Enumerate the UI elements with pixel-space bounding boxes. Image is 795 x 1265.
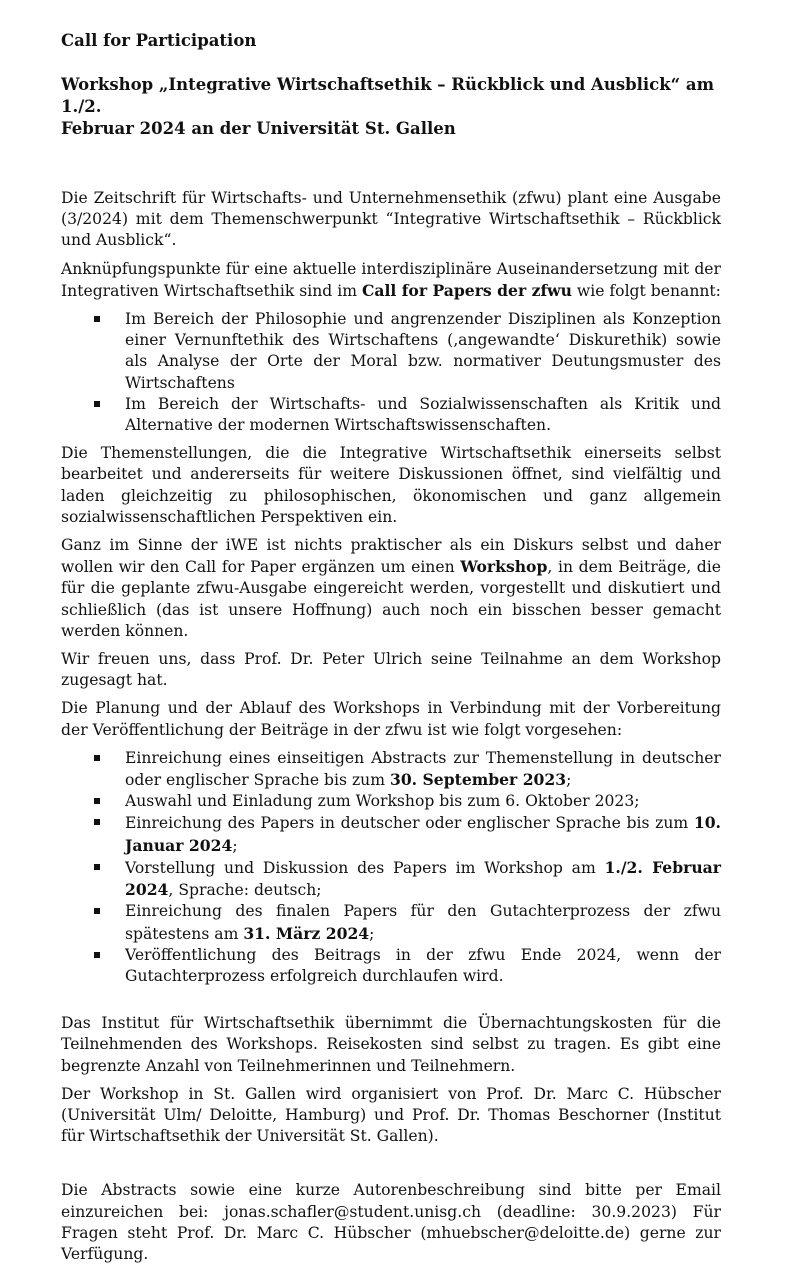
list-item-text: Im Bereich der Philosophie und angrenzender Disziplinen als Konzeption einer Vernunftethik des Wirtschaftens (‚angewandte‘ Diskurethik) sowie als Analyse der Orte der Moral bzw. normativer Deutungsmuster des Wirtschaftens [125, 310, 721, 392]
themenstellungen-paragraph: Die Themenstellungen, die die Integrative Wirtschaftsethik einerseits selbst bearbeitet und andererseits für weitere Diskussionen öffnet, sind vielfältig und laden gleichzeitig zu philosophischen, ökonomischen und ganz allgemein sozialwissenschaftlichen Perspektiven ein. [61, 444, 721, 526]
schedule-item-punct: ; [369, 924, 375, 943]
schedule-item-text: Vorstellung und Diskussion des Papers im Workshop am [125, 858, 605, 877]
square-bullet-icon [94, 316, 100, 322]
workshop-paragraph-text-1: Ganz im Sinne der iWE ist nichts praktischer als ein Diskurs selbst und daher wollen wir den Call for Paper ergänzen um einen [61, 536, 721, 577]
einreichung-paragraph: Die Abstracts sowie eine kurze Autorenbeschreibung sind bitte per Email einzureichen bei: jonas.schafler@student.unisg.ch (deadline: 30.9.2023) Für Fragen steht Prof. Dr. Marc C. Hübscher (mhuebscher@deloitte.de) gerne zur Verfügung. [61, 1181, 721, 1263]
square-bullet-icon [94, 952, 100, 958]
workshop-title-line-2: Februar 2024 an der Universität St. Gallen [61, 119, 456, 138]
schedule-item-text-after: , Sprache: deutsch; [168, 881, 322, 900]
kosten-paragraph: Das Institut für Wirtschaftsethik übernimmt die Übernachtungskosten für die Teilnehmenden des Workshops. Reisekosten sind selbst zu tragen. Es gibt eine begrenzte Anzahl von Teilnehmerinnen und Teilnehmern. [61, 1014, 721, 1075]
schedule-item-text: Veröffentlichung des Beitrags in der zfwu Ende 2024, wenn der Gutachterprozess erfolgreich durchlaufen wird. [125, 945, 721, 985]
schedule-item-workshop [61, 857, 721, 901]
schedule-item-punct: ; [566, 771, 572, 790]
organisatoren-paragraph: Der Workshop in St. Gallen wird organisiert von Prof. Dr. Marc C. Hübscher (Universität Ulm/ Deloitte, Hamburg) und Prof. Dr. Thomas Beschorner (Institut für Wirtschaftsethik der Universität St. Gallen). [61, 1084, 721, 1146]
workshop-emphasis: Workshop [460, 557, 548, 577]
workshop-title [61, 74, 721, 140]
list-item-text: Im Bereich der Wirtschafts- und Sozialwissenschaften als Kritik und Alternative der modernen Wirtschaftswissenschaften. [125, 394, 721, 435]
schedule-item-text: Einreichung eines einseitigen Abstracts zur Themenstellung in deutscher oder englischer Sprache bis zum [125, 748, 721, 790]
abstract-deadline: 30. September 2023 [389, 770, 567, 790]
anknuepfungspunkte-text-2: wie folgt benannt: [571, 281, 721, 300]
paper-deadline: 10. Januar 2024 [125, 813, 721, 855]
schedule-list [61, 748, 721, 987]
call-for-papers-reference: Call for Papers der zfwu [361, 280, 572, 300]
square-bullet-icon [94, 755, 100, 761]
square-bullet-icon [94, 401, 100, 407]
call-for-participation-label: Call for Participation [61, 31, 257, 50]
final-paper-deadline: 31. März 2024 [243, 923, 370, 943]
schedule-item-abstract [61, 748, 721, 791]
schedule-item-invitation [61, 791, 721, 812]
schedule-item-publication [61, 945, 721, 987]
workshop-paragraph [61, 535, 721, 642]
schedule-item-text: Einreichung des finalen Papers für den Gutachterprozess der zfwu spätestens am [125, 902, 721, 943]
ulrich-paragraph: Wir freuen uns, dass Prof. Dr. Peter Ulrich seine Teilnahme an dem Workshop zugesagt hat. [61, 650, 721, 690]
anknuepfungspunkte-text-1: Anknüpfungspunkte für eine aktuelle interdisziplinäre Auseinandersetzung mit der Integrativen Wirtschaftsethik sind im [61, 259, 721, 300]
schedule-item-paper [61, 812, 721, 856]
anknuepfungspunkte-paragraph [61, 259, 721, 302]
workshop-paragraph-text-2: , in dem Beiträge, die für die geplante zfwu-Ausgabe eingereicht werden, vorgestellt und diskutiert und schließlich (das ist unsere Hoffnung) auch noch ein bisschen besser gemacht werden können. [61, 558, 722, 640]
schedule-item-text: Einreichung des Papers in deutscher oder englischer Sprache bis zum [125, 814, 694, 833]
workshop-title-line-1: Workshop „Integrative Wirtschaftsethik – Rückblick und Ausblick“ am 1./2. [61, 75, 715, 116]
list-item [61, 394, 721, 436]
workshop-date: 1./2. Februar 2024 [125, 857, 721, 900]
square-bullet-icon [94, 908, 100, 914]
square-bullet-icon [94, 819, 100, 825]
anknuepfungspunkte-list [61, 309, 721, 436]
list-item [61, 309, 721, 394]
intro-paragraph: Die Zeitschrift für Wirtschafts- und Unternehmensethik (zfwu) plant eine Ausgabe (3/2024) mit dem Themenschwerpunkt “Integrative Wirtschaftsethik – Rückblick und Ausblick“. [61, 189, 721, 250]
planung-paragraph: Die Planung und der Ablauf des Workshops in Verbindung mit der Vorbereitung der Veröffentlichung der Beiträge in der zfwu ist wie folgt vorgesehen: [61, 699, 721, 739]
square-bullet-icon [94, 798, 100, 804]
square-bullet-icon [94, 864, 100, 870]
schedule-item-punct: ; [232, 836, 238, 855]
schedule-item-final-paper [61, 901, 721, 944]
schedule-item-text: Auswahl und Einladung zum Workshop bis zum 6. Oktober 2023; [125, 792, 640, 811]
